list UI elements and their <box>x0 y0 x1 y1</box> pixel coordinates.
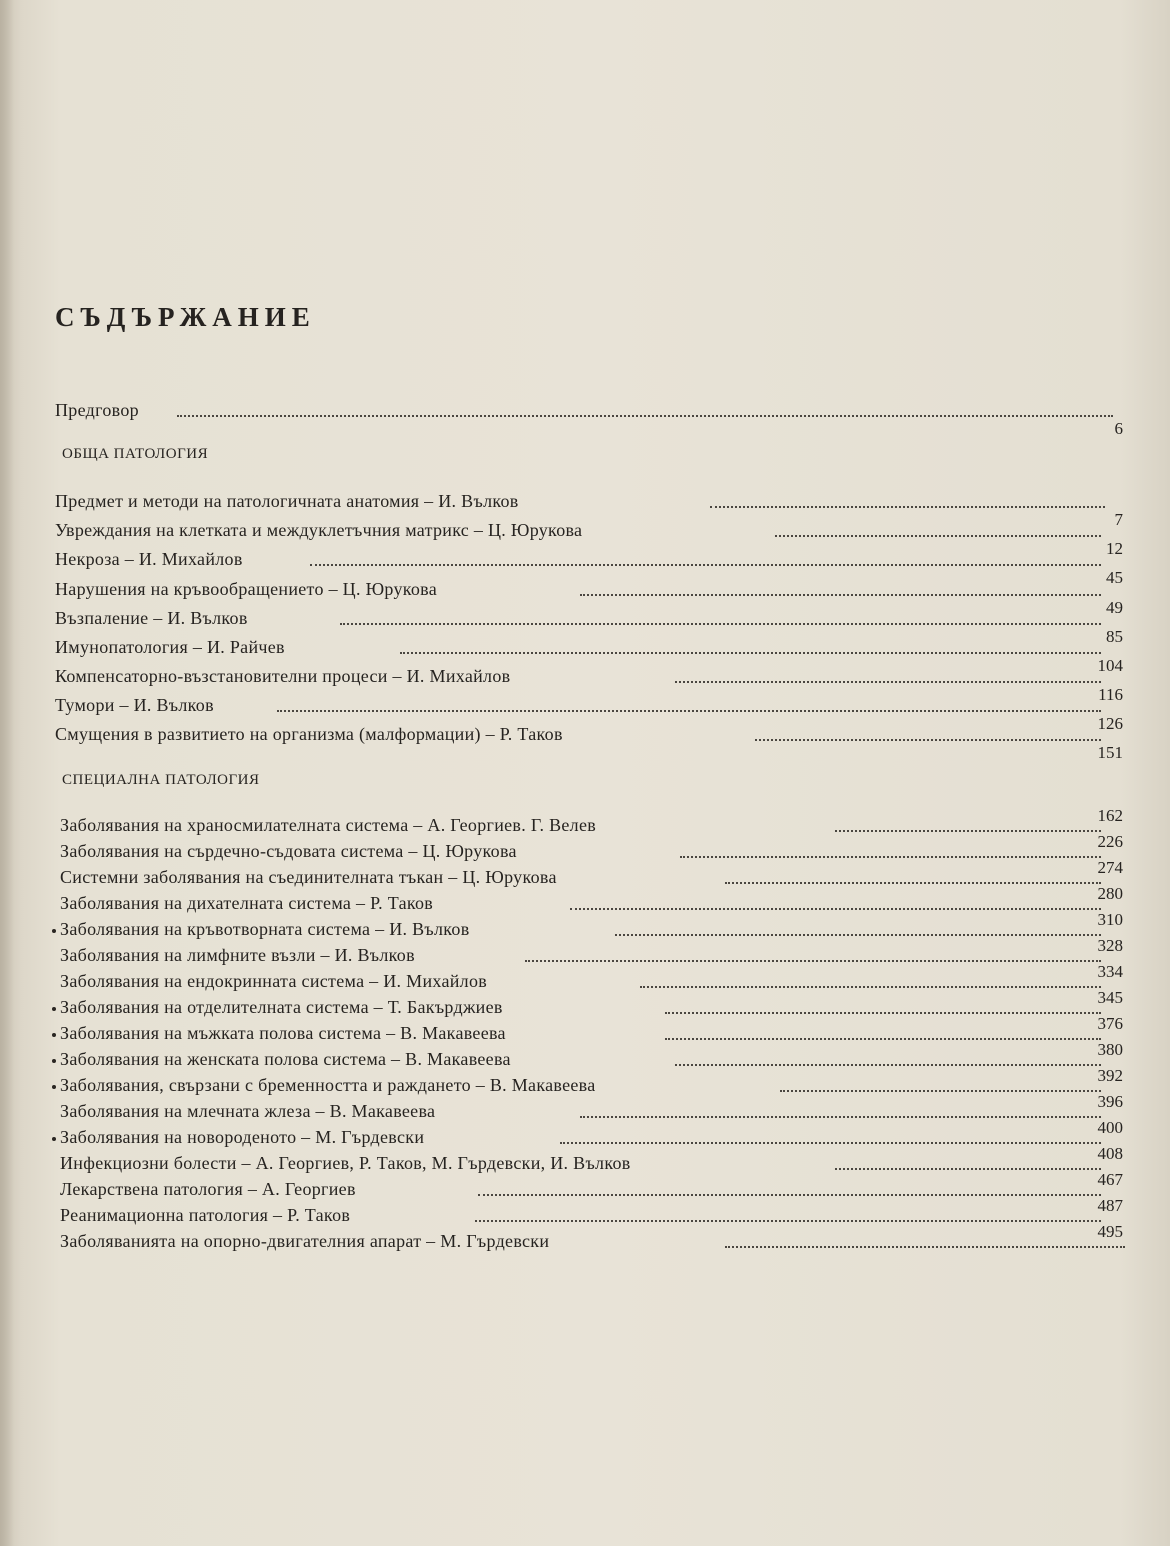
toc-page-number: 310 <box>1097 910 1123 929</box>
toc-page-number: 467 <box>1097 1170 1123 1189</box>
toc-entry <box>60 1066 1125 1102</box>
section-heading-special: СПЕЦИАЛНА ПАТОЛОГИЯ <box>62 772 260 788</box>
margin-mark <box>52 1033 56 1037</box>
margin-mark <box>52 1059 56 1063</box>
toc-leader-dots <box>725 882 1101 884</box>
toc-entry-text: Заболявания на сърдечно-съдовата система – Ц. Юрукова <box>60 841 517 861</box>
toc-leader-dots <box>580 1116 1101 1118</box>
toc-page-number: 495 <box>1097 1222 1123 1241</box>
toc-entry-text: Инфекциозни болести – А. Георгиев, Р. Таков, М. Гърдевски, И. Вълков <box>60 1153 631 1173</box>
toc-entry-text: Заболявания на кръвотворната система – И. Вълков <box>60 919 470 939</box>
toc-leader-dots <box>277 710 1101 712</box>
toc-title: СЪДЪРЖАНИЕ <box>55 302 316 332</box>
toc-leader-dots <box>755 739 1101 741</box>
toc-entry-text: Смущения в развитието на организма (малформации) – Р. Таков <box>55 724 563 744</box>
toc-page-number: 408 <box>1097 1144 1123 1163</box>
toc-page-number: 392 <box>1097 1066 1123 1085</box>
margin-mark <box>52 1137 56 1141</box>
toc-leader-dots <box>675 681 1101 683</box>
toc-leader-dots <box>400 652 1101 654</box>
toc-entry-text: Компенсаторно-възстановителни процеси – И. Михайлов <box>55 666 511 686</box>
toc-entry-text: Заболявания на дихателната система – Р. Таков <box>60 893 434 913</box>
toc-entry <box>60 1144 1125 1180</box>
toc-entry-text: Реанимационна патология – Р. Таков <box>60 1205 351 1225</box>
toc-entry <box>60 1118 1125 1154</box>
toc-entry <box>60 1196 1125 1232</box>
toc-entry <box>60 1014 1125 1050</box>
toc-entry <box>60 1222 1125 1258</box>
toc-entry-text: Некроза – И. Михайлов <box>55 549 243 569</box>
toc-entry <box>60 806 1125 842</box>
toc-page-number: 126 <box>1097 714 1123 733</box>
toc-entry <box>60 962 1125 998</box>
toc-page-number: 280 <box>1097 884 1123 903</box>
toc-leader-dots <box>775 535 1101 537</box>
toc-leader-dots <box>570 908 1101 910</box>
toc-entry <box>55 519 1125 558</box>
toc-entry <box>60 936 1125 972</box>
toc-entry-text: Заболявания на млечната жлеза – В. Макавеева <box>60 1101 436 1121</box>
margin-mark <box>52 1085 56 1089</box>
toc-leader-dots <box>475 1220 1101 1222</box>
toc-leader-dots <box>615 934 1101 936</box>
toc-entry-text: Заболявания на мъжката полова система – В. Макавеева <box>60 1023 506 1043</box>
toc-entry <box>60 858 1125 894</box>
margin-mark <box>52 929 56 933</box>
toc-entry-text: Възпаление – И. Вълков <box>55 608 248 628</box>
toc-entry-text: Нарушения на кръвообращението – Ц. Юрукова <box>55 579 438 599</box>
toc-entry <box>55 636 1125 675</box>
toc-page-number: 380 <box>1097 1040 1123 1059</box>
toc-page-number: 116 <box>1098 685 1123 704</box>
toc-page-number: 162 <box>1097 806 1123 825</box>
toc-page-number: 328 <box>1097 936 1123 955</box>
toc-leader-dots <box>640 986 1101 988</box>
toc-entry-preface <box>55 399 1125 438</box>
toc-entry-text: Тумори – И. Вълков <box>55 695 214 715</box>
toc-page-number: 12 <box>1106 539 1123 558</box>
toc-entry-text: Имунопатология – И. Райчев <box>55 637 285 657</box>
toc-entry <box>55 723 1125 762</box>
toc-leader-dots <box>340 623 1101 625</box>
toc-page-number: 226 <box>1097 832 1123 851</box>
toc-leader-dots <box>675 1064 1101 1066</box>
toc-entry-text: Заболявания на новороденото – М. Гърдевски <box>60 1127 425 1147</box>
toc-entry-text: Заболявания на отделителната система – Т. Бакърджиев <box>60 997 503 1017</box>
toc-page-number: 6 <box>1114 419 1123 438</box>
toc-page-number: 7 <box>1114 510 1123 529</box>
toc-page-number: 274 <box>1097 858 1123 877</box>
toc-entry <box>60 988 1125 1024</box>
toc-leader-dots <box>780 1090 1101 1092</box>
toc-entry-text: Заболявания, свързани с бременността и раждането – В. Макавеева <box>60 1075 596 1095</box>
toc-entry <box>60 832 1125 868</box>
toc-page-number: 334 <box>1097 962 1123 981</box>
toc-entry-text: Заболявания на ендокринната система – И. Михайлов <box>60 971 488 991</box>
toc-leader-dots <box>478 1194 1101 1196</box>
toc-leader-dots <box>310 564 1101 566</box>
toc-entry-text: Увреждания на клетката и междуклетъчния матрикс – Ц. Юрукова <box>55 520 583 540</box>
toc-leader-dots <box>580 594 1101 596</box>
toc-entry <box>55 607 1125 646</box>
toc-entry-text: Предговор <box>55 400 139 420</box>
toc-page-number: 345 <box>1097 988 1123 1007</box>
toc-leader-dots <box>680 856 1101 858</box>
toc-page-number: 104 <box>1097 656 1123 675</box>
toc-entry <box>55 665 1125 704</box>
section-heading-general: ОБЩА ПАТОЛОГИЯ <box>62 446 209 462</box>
toc-entry-text: Системни заболявания на съединителната тъкан – Ц. Юрукова <box>60 867 557 887</box>
toc-entry-text: Заболявания на храносмилателната система – А. Георгиев. Г. Велев <box>60 815 597 835</box>
margin-mark <box>52 1007 56 1011</box>
toc-leader-dots <box>835 1168 1101 1170</box>
toc-leader-dots <box>665 1038 1101 1040</box>
toc-leader-dots <box>725 1246 1125 1248</box>
toc-leader-dots <box>525 960 1101 962</box>
toc-entry <box>60 1092 1125 1128</box>
toc-page-number: 85 <box>1106 627 1123 646</box>
toc-entry <box>60 910 1125 946</box>
toc-entry-text: Заболявания на лимфните възли – И. Вълков <box>60 945 415 965</box>
toc-leader-dots <box>665 1012 1101 1014</box>
toc-leader-dots <box>710 506 1105 508</box>
toc-entry-text: Заболяванията на опорно-двигателния апарат – М. Гърдевски <box>60 1231 550 1251</box>
toc-entry-text: Лекарствена патология – А. Георгиев <box>60 1179 356 1199</box>
toc-leader-dots <box>560 1142 1101 1144</box>
toc-entry <box>55 548 1125 587</box>
toc-entry <box>60 884 1125 920</box>
toc-entry <box>55 490 1125 529</box>
toc-leader-dots <box>177 415 1113 417</box>
toc-page-number: 45 <box>1106 568 1123 587</box>
toc-entry <box>55 694 1125 733</box>
toc-entry-text: Предмет и методи на патологичната анатомия – И. Вълков <box>55 491 519 511</box>
toc-page-number: 487 <box>1097 1196 1123 1215</box>
toc-page-number: 376 <box>1097 1014 1123 1033</box>
toc-leader-dots <box>835 830 1101 832</box>
toc-page-number: 49 <box>1106 598 1123 617</box>
toc-entry <box>60 1170 1125 1206</box>
toc-page-number: 396 <box>1097 1092 1123 1111</box>
toc-entry-text: Заболявания на женската полова система – В. Макавеева <box>60 1049 511 1069</box>
toc-page-number: 151 <box>1097 743 1123 762</box>
toc-entry <box>60 1040 1125 1076</box>
page-edge-shadow <box>0 0 14 1546</box>
toc-page-number: 400 <box>1097 1118 1123 1137</box>
toc-entry <box>55 578 1125 617</box>
